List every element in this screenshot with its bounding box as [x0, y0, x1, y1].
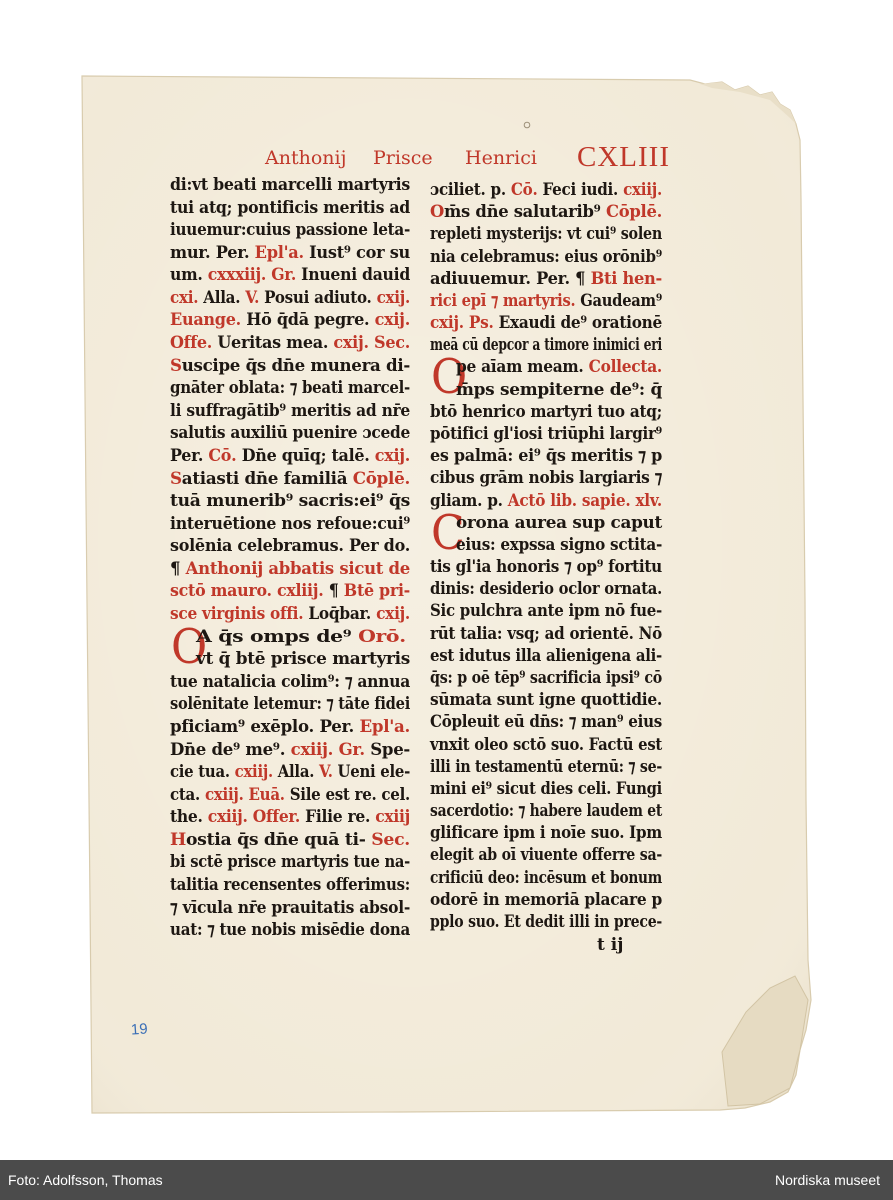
body-text: adiuuemur. Per. ¶: [430, 268, 591, 289]
text-line: [430, 600, 662, 622]
folio-number: CXLIII: [577, 141, 670, 173]
text-line: [170, 558, 410, 580]
rubric-text: cxiij. Euā.: [204, 784, 285, 805]
body-text: ⁊ vīcula nr̄e prauitatis absol-: [170, 897, 410, 918]
rubric-text: cxij.: [374, 310, 410, 331]
text-line: [170, 242, 410, 264]
body-text: di:vt beati marcelli martyris: [170, 175, 410, 195]
text-line: [170, 309, 410, 331]
rubric-text: rici epī ⁊ martyris.: [430, 290, 576, 311]
rubric-text: Actō lib. sapie. xlv.: [507, 490, 662, 511]
text-line: [170, 422, 410, 444]
rubric-text: S: [170, 468, 182, 489]
text-line: [170, 626, 410, 648]
rubric-text: Anthonij abbatis sicut de: [185, 558, 410, 579]
body-text: Exaudi de⁹ orationē: [493, 313, 662, 334]
text-line: [430, 356, 662, 378]
text-line: [170, 468, 410, 490]
body-text: ¶: [170, 558, 186, 579]
body-text: ¶: [323, 581, 344, 602]
body-text: Inueni dauid: [296, 265, 410, 286]
text-line: [170, 761, 410, 783]
text-line: [170, 490, 410, 512]
body-text: pficiam⁹ exēplo. Per.: [170, 716, 360, 737]
text-line: [430, 312, 662, 334]
signature-mark: t ij: [597, 935, 624, 955]
body-text: bi sctē prisce martyris tue na-: [170, 852, 410, 873]
rubric-text: Euange.: [170, 310, 241, 331]
text-line: [170, 716, 410, 738]
text-line: [430, 889, 662, 911]
body-text: glificare ipm i noīe suo. Ipm: [430, 823, 662, 844]
running-title: Anthonij: [265, 147, 347, 169]
text-line: [430, 556, 662, 578]
text-line: [430, 623, 662, 645]
body-text: sacerdotio: ⁊ habere laudem et: [430, 801, 662, 822]
rubric-text: cxiij.: [623, 180, 662, 200]
text-line: [430, 379, 662, 401]
body-text: Gaudeam⁹: [575, 290, 662, 311]
body-text: tuā munerib⁹ sacris:ei⁹ q̄s: [170, 491, 410, 512]
text-line: [170, 784, 410, 806]
rubric-text: cxij. Sec.: [333, 333, 410, 354]
text-line: [430, 534, 662, 556]
text-line: [170, 535, 410, 557]
text-line: [430, 867, 662, 889]
body-text: ɔciliet. p.: [430, 180, 511, 200]
text-line: [170, 377, 410, 399]
body-text: Filie re.: [300, 807, 376, 828]
text-line: [170, 264, 410, 286]
body-text: orona aurea sup caput: [456, 512, 662, 533]
left-text-column: [170, 0, 410, 1000]
rubric-text: cxiij. Offer.: [207, 807, 301, 828]
body-text: uat: ⁊ tue nobis misēdie dona: [170, 920, 410, 941]
body-text: pōtifici gl'iosi triūphi largir⁹: [430, 423, 662, 444]
body-text: cie tua.: [170, 762, 235, 783]
body-text: ostia q̄s dn̄e quā ti-: [185, 829, 372, 850]
body-text: Dn̄e de⁹ me⁹.: [170, 739, 291, 760]
rubric-text: Cōplē.: [352, 468, 410, 489]
text-line: [170, 400, 410, 422]
body-text: nia celebramus: eius orōnib⁹: [430, 246, 662, 267]
text-line: [430, 711, 662, 733]
rubric-text: cxij.: [374, 445, 410, 466]
body-text: es palmā: ei⁹ q̄s meritis ⁊ p: [430, 446, 662, 467]
body-text: Posui adiuto.: [259, 287, 377, 308]
rubric-text: cxi.: [170, 287, 199, 308]
rubric-text: cxij. Ps.: [430, 313, 494, 334]
text-line: [170, 648, 410, 670]
body-text: crificiū deo: incēsum et bonum: [430, 867, 662, 888]
running-title: Henrici: [465, 147, 537, 169]
body-text: est idutus illa alienigena ali-: [430, 645, 662, 666]
text-line: [430, 578, 662, 600]
rubric-text: Cō.: [510, 180, 538, 200]
text-line: [170, 219, 410, 241]
text-line: [430, 756, 662, 778]
text-line: [430, 268, 662, 290]
text-line: [430, 246, 662, 268]
body-text: meā cū depcor a timore inimici eri: [430, 335, 662, 356]
body-text: Per.: [170, 445, 209, 466]
rubric-text: Sec.: [371, 829, 410, 850]
rubric-text: sctō mauro. cxliij.: [170, 581, 324, 602]
body-text: vnxit oleo sctō suo. Factū est: [430, 734, 662, 755]
rubric-text: Cō.: [208, 445, 237, 466]
body-text: gnāter oblata: ⁊ beati marcel-: [170, 378, 410, 399]
rubric-text: Cōplē.: [605, 202, 662, 223]
drop-initial: O: [431, 349, 468, 406]
body-text: li suffragātib⁹ meritis ad nr̄e: [170, 400, 410, 421]
text-line: [430, 667, 662, 689]
rubric-text: S: [170, 355, 182, 376]
text-line: [430, 201, 662, 223]
text-line: [170, 580, 410, 602]
body-text: vt q̄ btē prisce martyris: [196, 649, 410, 670]
photo-credit: Foto: Adolfsson, Thomas: [8, 1172, 163, 1188]
text-line: [170, 897, 410, 919]
body-text: interuētione nos refoue:cui⁹: [170, 513, 410, 534]
text-line: [430, 467, 662, 489]
rubric-text: Epl'a.: [254, 242, 304, 263]
text-line: [170, 693, 410, 715]
body-text: q̄s: p oē tēp⁹ sacrificia ipsi⁹ cō: [430, 667, 662, 688]
body-text: m̄s dn̄e salutarib⁹: [443, 202, 606, 223]
body-text: gliam. p.: [430, 490, 508, 511]
rubric-text: cxij.: [376, 604, 410, 625]
text-line: [170, 332, 410, 354]
rubric-text: Orō.: [358, 626, 406, 647]
text-line: [170, 851, 410, 873]
body-text: Hō q̄dā pegre.: [240, 310, 375, 331]
body-text: iuuemur:cuius passione leta-: [170, 220, 410, 241]
body-text: tue natalicia colim⁹: ⁊ annua: [170, 671, 410, 692]
body-text: eius: expssa signo sctita-: [456, 534, 662, 555]
body-text: dinis: desiderio oclor ornata.: [430, 579, 662, 600]
body-text: Sile est re. cel.: [284, 784, 410, 805]
body-text: Sic pulchra ante ipm nō fue-: [430, 601, 662, 622]
caption-bar: [0, 1160, 893, 1200]
rubric-text: Btē pri-: [343, 581, 410, 602]
text-line: [430, 179, 662, 201]
body-text: um.: [170, 265, 208, 286]
body-text: salutis auxiliū puenire ɔcede: [170, 423, 410, 444]
rubric-text: cxiij.: [234, 762, 273, 783]
body-text: solēnitate letemur: ⁊ tāte fidei: [170, 694, 410, 715]
body-text: A q̄s omps de⁹: [196, 626, 359, 647]
text-line: [170, 739, 410, 761]
text-line: [430, 423, 662, 445]
body-text: tis gl'ia honoris ⁊ op⁹ fortitu: [430, 557, 662, 578]
text-line: [170, 806, 410, 828]
text-line: [170, 829, 410, 851]
text-line: [430, 911, 662, 933]
text-line: [430, 778, 662, 800]
text-line: [430, 689, 662, 711]
rubric-text: cxxxiij. Gr.: [207, 265, 297, 286]
text-line: [170, 287, 410, 309]
body-text: mur. Per.: [170, 242, 255, 263]
body-text: Ueni ele-: [332, 762, 410, 783]
body-text: btō henrico martyri tuo atq;: [430, 401, 662, 422]
body-text: uscipe q̄s dn̄e munera di-: [181, 355, 410, 376]
text-line: [430, 800, 662, 822]
text-line: [430, 445, 662, 467]
body-text: solēnia celebramus. Per do.: [170, 536, 410, 557]
text-line: [430, 401, 662, 423]
text-line: [430, 490, 662, 512]
body-text: talitia recensentes offerimus:: [170, 874, 410, 895]
text-line: [170, 671, 410, 693]
rubric-text: V.: [319, 762, 333, 783]
text-line: [170, 197, 410, 219]
rubric-text: O: [430, 202, 444, 223]
body-text: the.: [170, 807, 208, 828]
rubric-text: H: [170, 829, 186, 850]
text-line: [430, 822, 662, 844]
handwritten-number: 19: [130, 1020, 149, 1039]
body-text: cibus grām nobis largiaris ⁊: [430, 468, 662, 489]
text-line: [170, 174, 410, 196]
body-text: Ueritas mea.: [212, 333, 334, 354]
body-text: m̄ps sempiterne de⁹: q̄: [456, 379, 662, 400]
text-line: [170, 355, 410, 377]
text-line: [430, 223, 662, 245]
body-text: elegit ab oī viuente offerre sa-: [430, 845, 662, 866]
rubric-text: Offe.: [170, 333, 213, 354]
rubric-text: cxiij: [375, 807, 410, 828]
body-text: odorē in memoriā placare p: [430, 889, 662, 910]
rubric-text: cxiij. Gr.: [290, 739, 365, 760]
text-line: [170, 513, 410, 535]
body-text: repleti mysterijs: vt cui⁹ solen: [430, 224, 662, 245]
text-line: [430, 512, 662, 534]
rubric-text: cxij.: [376, 287, 410, 308]
rubric-text: Epl'a.: [359, 716, 410, 737]
body-text: cta.: [170, 784, 205, 805]
body-text: mini ei⁹ sicut dies celi. Fungi: [430, 778, 662, 799]
body-text: Alla.: [272, 762, 320, 783]
rubric-text: Collecta.: [588, 357, 662, 378]
text-line: [170, 874, 410, 896]
museum-name: Nordiska museet: [774, 1172, 880, 1188]
body-text: rūt talia: vsq; ad orientē. Nō: [430, 623, 662, 644]
body-text: illi in testamentū eternū: ⁊ se-: [430, 756, 662, 777]
body-text: Iust⁹ cor su: [303, 242, 410, 263]
text-line: [430, 734, 662, 756]
body-text: Dn̄e quīq; talē.: [236, 445, 375, 466]
body-text: Cōpleuit eū dn̄s: ⁊ man⁹ eius: [430, 712, 662, 733]
body-text: atiasti dn̄e familiā: [181, 468, 353, 489]
rubric-text: Bti hen-: [590, 268, 662, 289]
body-text: pplo suo. Et dedit illi in prece-: [430, 911, 662, 932]
text-line: [170, 445, 410, 467]
text-line: [430, 645, 662, 667]
text-line: [170, 919, 410, 941]
rubric-text: sce virginis offi.: [170, 604, 304, 625]
body-text: Feci iudi.: [537, 180, 624, 200]
rubric-text: V.: [245, 287, 260, 308]
body-text: tui atq; pontificis meritis ad: [170, 197, 410, 218]
body-text: Alla.: [198, 287, 246, 308]
text-line: [430, 844, 662, 866]
text-line: [430, 290, 662, 312]
drop-initial: C: [431, 504, 465, 561]
right-text-column: [430, 0, 662, 1000]
drop-initial: O: [171, 618, 208, 675]
body-text: Spe-: [364, 739, 410, 760]
body-text: pe aīam meam.: [456, 357, 589, 378]
running-title: Prisce: [373, 147, 433, 169]
body-text: Loq̄bar.: [303, 604, 377, 625]
body-text: sūmata sunt igne quottidie.: [430, 690, 662, 711]
